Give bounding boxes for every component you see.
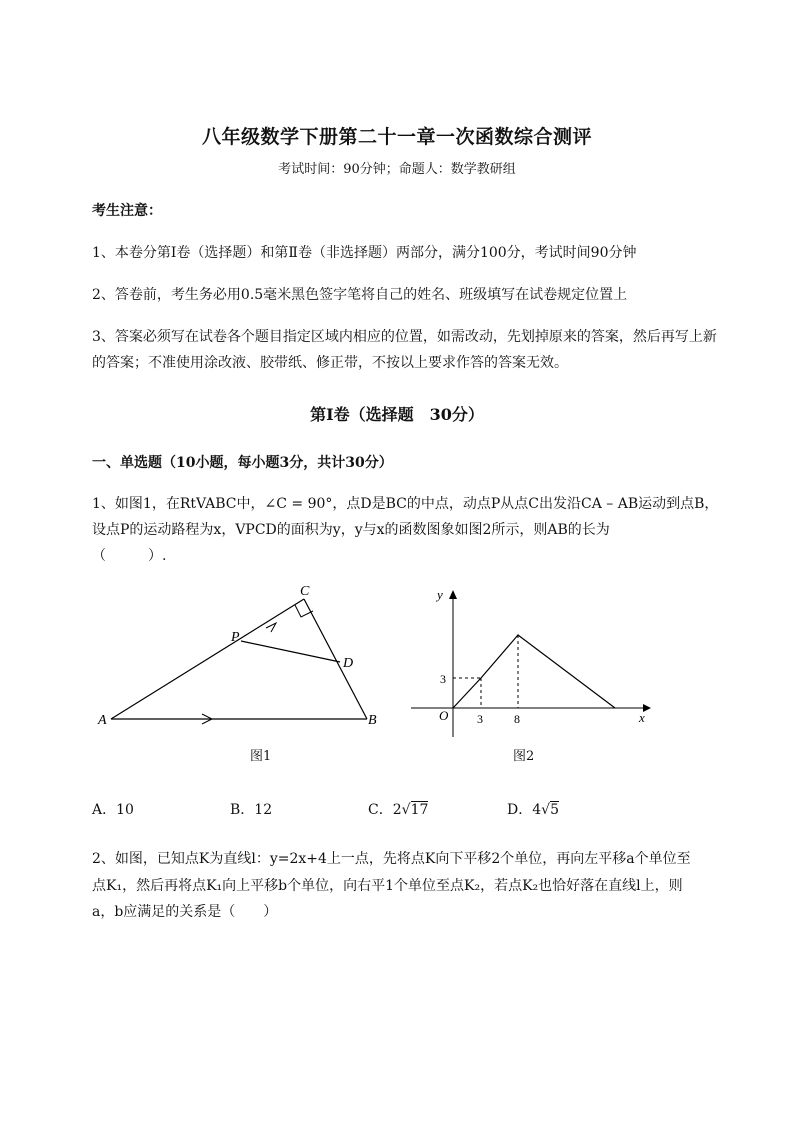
notice-item-1: 1、本卷分第I卷（选择题）和第Ⅱ卷（非选择题）两部分，满分100分，考试时间90分钟 xyxy=(92,245,637,261)
option-a[interactable] xyxy=(92,799,134,819)
option-d-letter: D． xyxy=(507,802,533,818)
option-b-letter: B． xyxy=(230,802,255,818)
option-d-radicand: 5 xyxy=(550,802,559,818)
side-cb xyxy=(304,599,367,719)
label-c: C xyxy=(300,585,310,599)
option-c-letter: C． xyxy=(368,802,393,818)
sqrt-icon: √ xyxy=(541,802,551,818)
q2-line-1: 2、如图，已知点K为直线l：y=2x+4上一点，先将点K向下平移2个单位，再向左平移a个单位至 xyxy=(92,851,691,867)
page-title: 八年级数学下册第二十一章一次函数综合测评 xyxy=(201,126,592,148)
arrow-ca-icon xyxy=(266,623,276,632)
option-c-radicand: 17 xyxy=(410,802,429,818)
side-ac xyxy=(111,599,304,719)
q1-line-1: 1、如图1，在RtVABC中，∠C = 90°，点D是BC的中点，动点P从点C出发沿CA – AB运动到点B， xyxy=(92,496,719,512)
label-b: B xyxy=(368,713,377,728)
part-title: 一、单选题（10小题，每小题3分，共计30分） xyxy=(92,455,393,471)
sqrt-icon: √ xyxy=(401,802,411,818)
figure-2-graph xyxy=(405,585,660,740)
figure-2-caption: 图2 xyxy=(513,749,535,764)
label-origin: O xyxy=(439,708,449,723)
option-d[interactable] xyxy=(507,799,559,819)
segment-pd xyxy=(241,641,340,662)
option-c[interactable] xyxy=(368,799,428,819)
label-p: P xyxy=(231,630,240,645)
option-a-letter: A． xyxy=(92,802,117,818)
label-y: y xyxy=(437,587,443,602)
option-d-text: 4 xyxy=(532,802,542,818)
y-axis-arrow-icon xyxy=(449,590,457,599)
tick-x-8: 8 xyxy=(514,712,520,726)
q1-line-3: （ ）. xyxy=(92,548,167,564)
notice-heading: 考生注意： xyxy=(92,203,162,219)
notice-item-3-cont: 的答案；不准使用涂改液、胶带纸、修正带，不按以上要求作答的答案无效。 xyxy=(92,355,568,371)
option-a-text: 10 xyxy=(116,802,134,818)
tick-y-3: 3 xyxy=(440,672,446,686)
exam-subtitle: 考试时间：90分钟；命题人：数学教研组 xyxy=(278,162,516,177)
notice-item-2: 2、答卷前，考生务必用0.5毫米黑色签字笔将自己的姓名、班级填写在试卷规定位置上 xyxy=(92,287,628,303)
q2-line-2: 点K₁，然后再将点K₁向上平移b个单位，向右平1个单位至点K₂，若点K₂也恰好落在直线l上，则 xyxy=(92,878,683,894)
option-b[interactable] xyxy=(230,799,272,819)
figure-1-triangle xyxy=(90,585,390,730)
notice-item-3: 3、答案必须写在试卷各个题目指定区域内相应的位置，如需改动，先划掉原来的答案，然后再写上新 xyxy=(92,329,717,345)
q2-line-3: a，b应满足的关系是（ ） xyxy=(92,904,278,920)
q1-line-2: 设点P的运动路程为x，VPCD的面积为y，y与x的函数图象如图2所示，则AB的长为 xyxy=(92,522,610,538)
function-graph-line xyxy=(453,635,615,708)
label-x: x xyxy=(639,710,645,725)
option-c-text: 2 xyxy=(392,802,402,818)
section-title: 第I卷（选择题 30分） xyxy=(310,405,484,424)
label-d: D xyxy=(343,656,354,671)
label-a: A xyxy=(98,713,107,728)
tick-x-3: 3 xyxy=(477,712,483,726)
figure-1-caption: 图1 xyxy=(250,749,272,764)
option-b-text: 12 xyxy=(254,802,273,818)
